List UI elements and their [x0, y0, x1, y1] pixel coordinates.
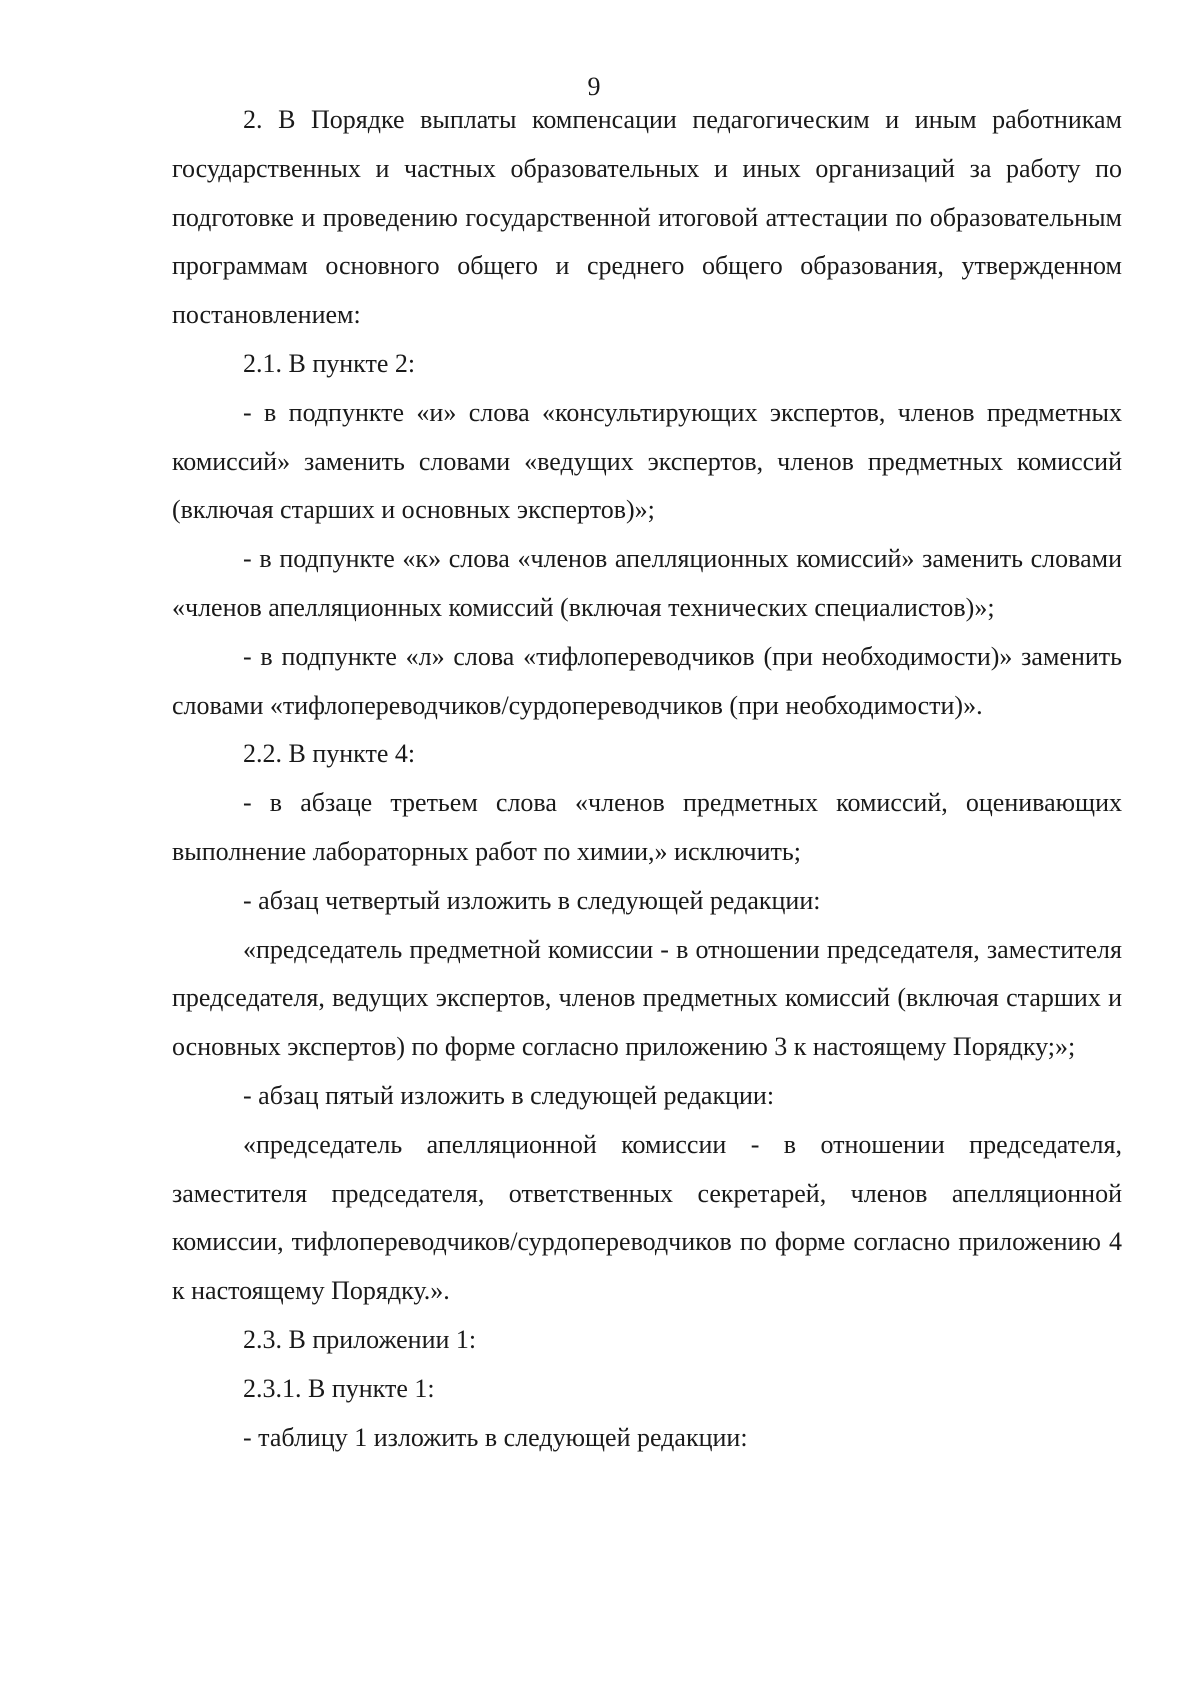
- paragraph: «председатель апелляционной комиссии - в отношении председателя, заместителя председателя, ответственных секретарей, членов апелляционной комиссии, тифлопереводчиков/сурдопереводчиков по форме согласно приложению 4 к настоящему Порядку.».: [172, 1129, 1122, 1306]
- paragraph: 2.2. В пункте 4:: [243, 739, 416, 769]
- paragraph: - в подпункте «л» слова «тифлопереводчиков (при необходимости)» заменить словами «тифлопереводчиков/сурдопереводчиков (при необходимости)».: [172, 641, 1122, 720]
- paragraph: 2.3.1. В пункте 1:: [243, 1373, 435, 1403]
- paragraph: 2.3. В приложении 1:: [243, 1324, 477, 1354]
- paragraph: «председатель предметной комиссии - в отношении председателя, заместителя председателя, ведущих экспертов, членов предметных комиссий (включая старших и основных экспертов) по форме согласно приложению 3 к настоящему Порядку;»;: [172, 934, 1122, 1062]
- paragraph: - таблицу 1 изложить в следующей редакции:: [243, 1422, 748, 1452]
- paragraph: - абзац четвертый изложить в следующей редакции:: [243, 885, 821, 915]
- paragraph: - абзац пятый изложить в следующей редакции:: [243, 1080, 775, 1110]
- document-body: [172, 96, 1122, 1462]
- paragraph: 2. В Порядке выплаты компенсации педагогическим и иным работникам государственных и частных образовательных и иных организаций за работу по подготовке и проведению государственной итоговой аттестации по образовательным программам основного общего и среднего общего образования, утвержденном постановлением:: [172, 105, 1122, 330]
- paragraph: - в подпункте «к» слова «членов апелляционных комиссий» заменить словами «членов апелляционных комиссий (включая технических специалистов)»;: [172, 544, 1122, 622]
- paragraph: - в подпункте «и» слова «консультирующих экспертов, членов предметных комиссий» заменить словами «ведущих экспертов, членов предметных комиссий (включая старших и основных экспертов)»;: [172, 397, 1122, 525]
- page-number: 9: [587, 72, 601, 101]
- paragraph: - в абзаце третьем слова «членов предметных комиссий, оценивающих выполнение лабораторных работ по химии,» исключить;: [172, 788, 1122, 866]
- paragraph: 2.1. В пункте 2:: [243, 348, 416, 378]
